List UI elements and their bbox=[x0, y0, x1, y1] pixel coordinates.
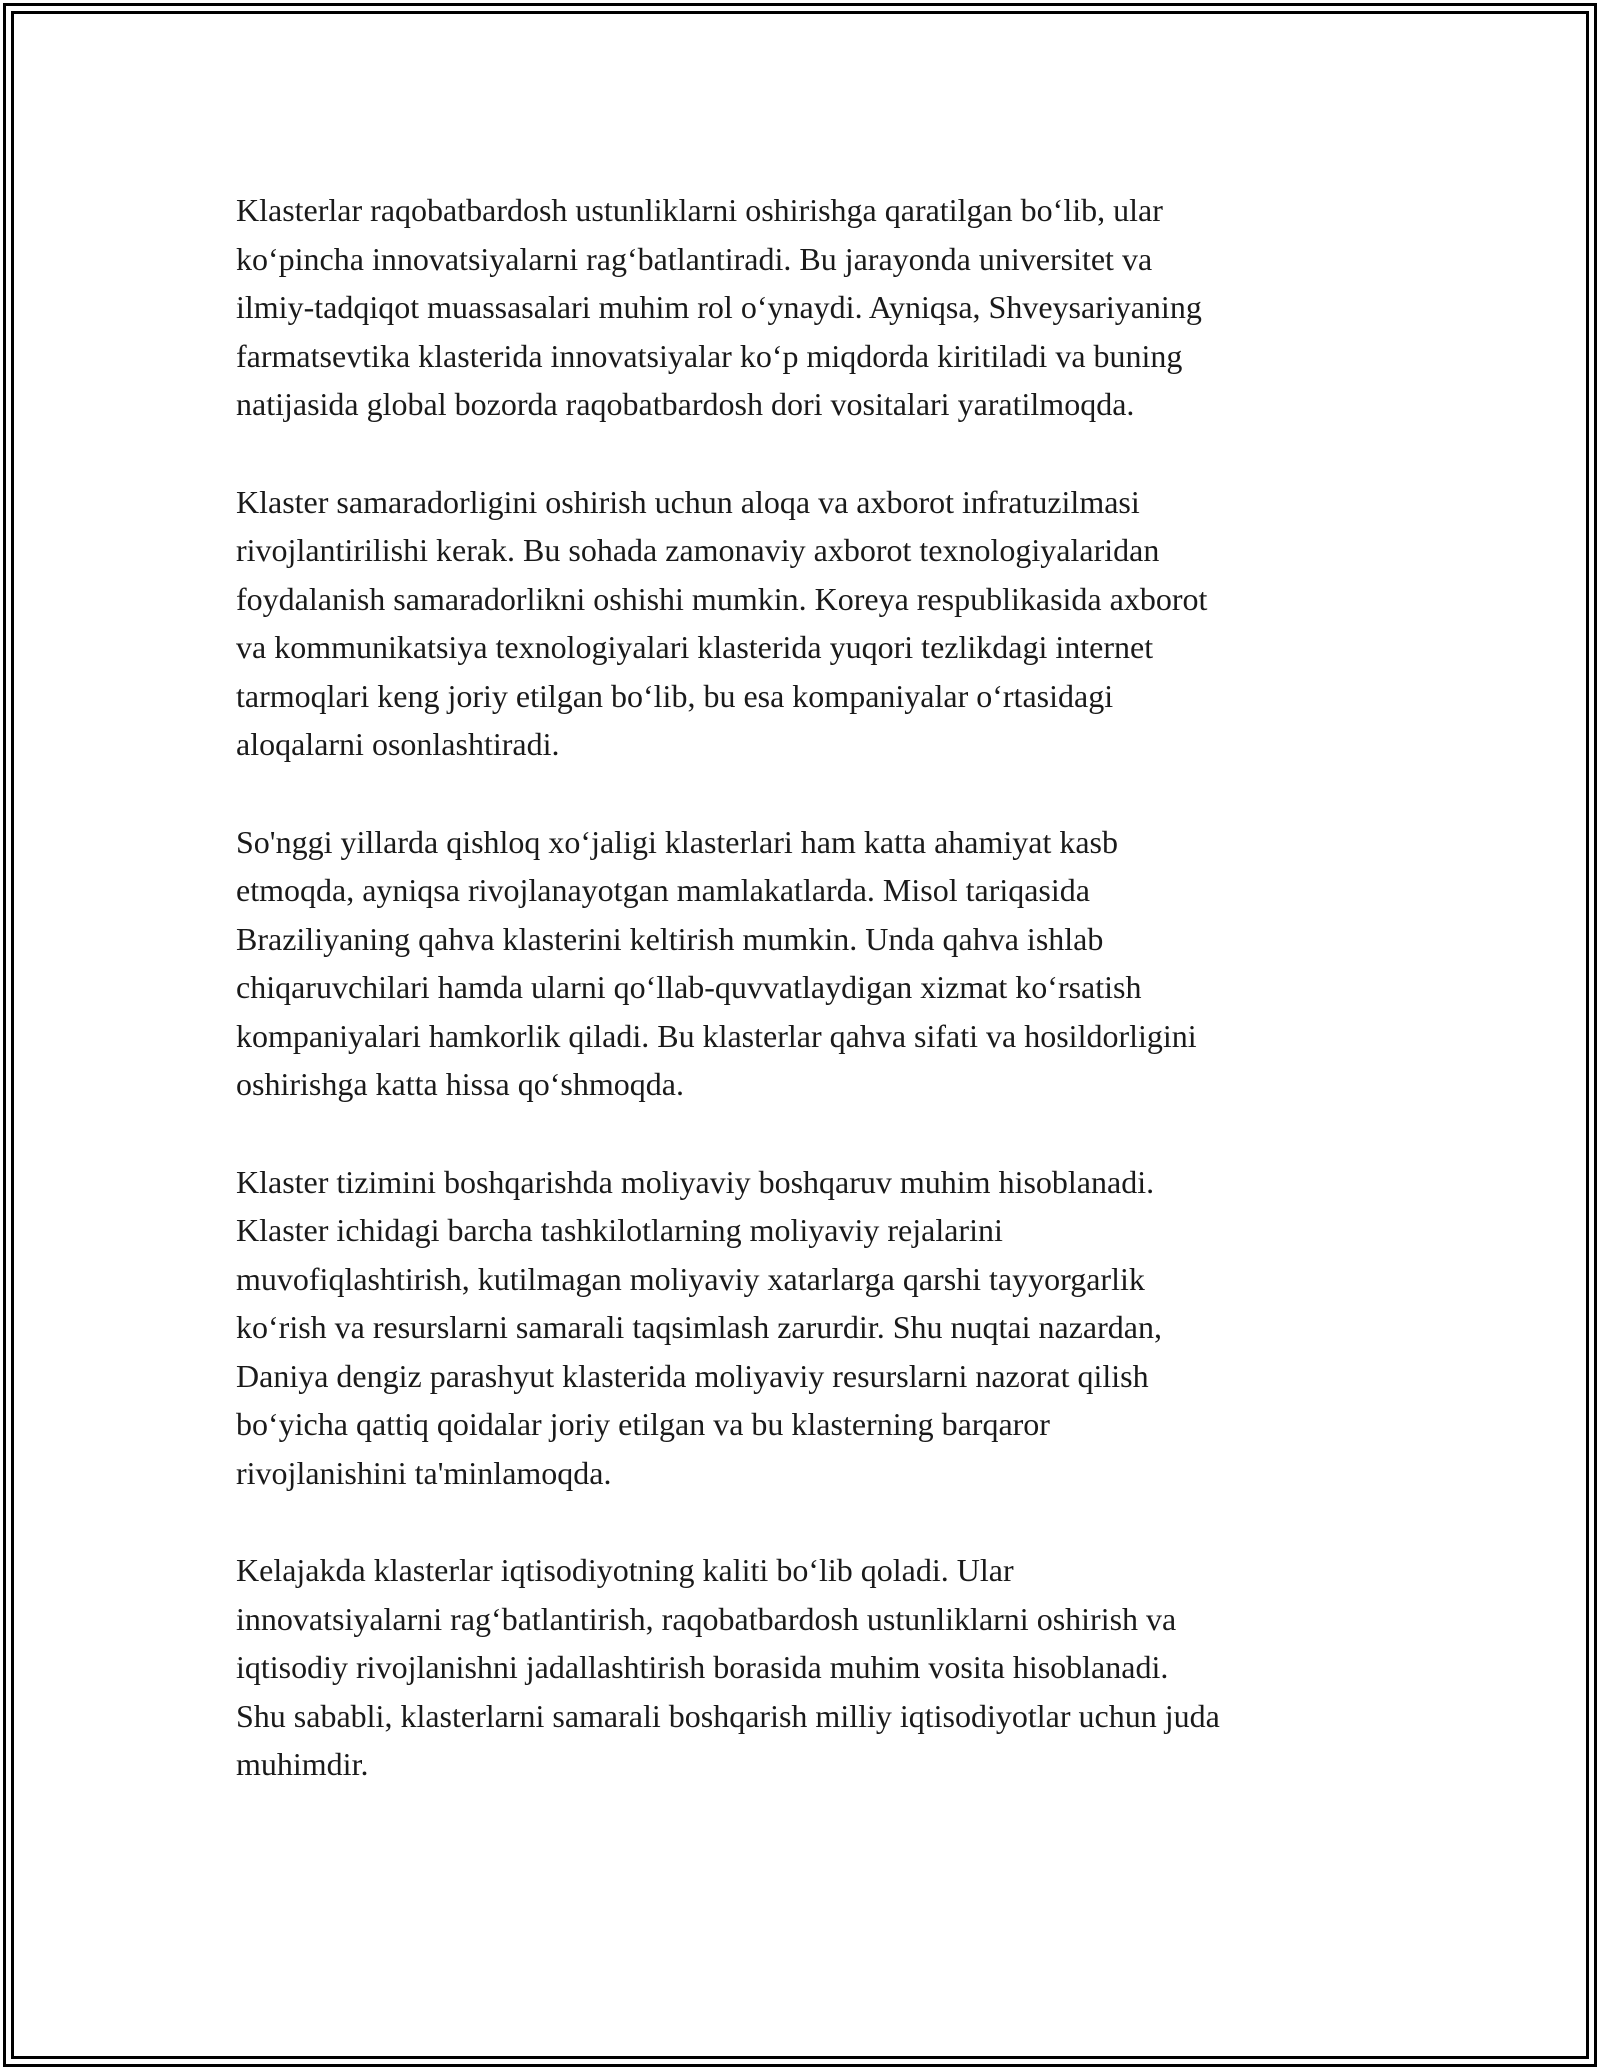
text-line: innovatsiyalarni rag‘batlantirish, raqobatbardosh ustunliklarni oshirish va bbox=[236, 1600, 1177, 1637]
text-line: tarmoqlari keng joriy etilgan bo‘lib, bu esa kompaniyalar o‘rtasidagi bbox=[236, 677, 1114, 714]
paragraph-5 bbox=[236, 1546, 1386, 1789]
text-line: Klasterlar raqobatbardosh ustunliklarni oshirishga qaratilgan bo‘lib, ular bbox=[236, 192, 1163, 228]
text-line: aloqalarni osonlashtiradi. bbox=[236, 726, 560, 762]
text-line: bo‘yicha qattiq qoidalar joriy etilgan va bu klasterning barqaror bbox=[236, 1406, 1050, 1442]
text-line: ilmiy-tadqiqot muassasalari muhim rol o‘ynaydi. Ayniqsa, Shveysariyaning bbox=[236, 289, 1202, 325]
text-line: Klaster samaradorligini oshirish uchun aloqa va axborot infratuzilmasi bbox=[236, 483, 1140, 520]
text-line: farmatsevtika klasterida innovatsiyalar ko‘p miqdorda kiritiladi va buning bbox=[236, 337, 1183, 374]
text-line: oshirishga katta hissa qo‘shmoqda. bbox=[236, 1066, 684, 1102]
text-line: muvofiqlashtirish, kutilmagan moliyaviy xatarlarga qarshi tayyorgarlik bbox=[236, 1260, 1145, 1297]
text-line: ko‘pincha innovatsiyalarni rag‘batlantiradi. Bu jarayonda universitet va bbox=[236, 240, 1153, 277]
document-body bbox=[236, 186, 1386, 1838]
text-line: etmoqda, ayniqsa rivojlanayotgan mamlakatlarda. Misol tariqasida bbox=[236, 872, 1090, 908]
paragraph-2 bbox=[236, 478, 1386, 769]
text-line: ko‘rish va resurslarni samarali taqsimlash zarurdir. Shu nuqtai nazardan, bbox=[236, 1309, 1162, 1345]
paragraph-1 bbox=[236, 186, 1386, 429]
paragraph-4 bbox=[236, 1158, 1386, 1498]
text-line: foydalanish samaradorlikni oshishi mumkin. Koreya respublikasida axborot bbox=[236, 580, 1208, 617]
text-line: va kommunikatsiya texnologiyalari klasterida yuqori tezlikdagi internet bbox=[236, 629, 1154, 665]
text-line: Braziliyaning qahva klasterini keltirish mumkin. Unda qahva ishlab bbox=[236, 920, 1104, 957]
paragraph-3 bbox=[236, 818, 1386, 1109]
text-line: Klaster tizimini boshqarishda moliyaviy boshqaruv muhim hisoblanadi. bbox=[236, 1163, 1155, 1200]
text-line: muhimdir. bbox=[236, 1746, 369, 1782]
text-line: rivojlanishini ta'minlamoqda. bbox=[236, 1454, 612, 1491]
text-line: So'nggi yillarda qishloq xo‘jaligi klasterlari ham katta ahamiyat kasb bbox=[236, 823, 1118, 860]
text-line: iqtisodiy rivojlanishni jadallashtirish borasida muhim vosita hisoblanadi. bbox=[236, 1649, 1169, 1685]
text-line: kompaniyalari hamkorlik qiladi. Bu klasterlar qahva sifati va hosildorligini bbox=[236, 1017, 1197, 1054]
text-line: rivojlantirilishi kerak. Bu sohada zamonaviy axborot texnologiyalaridan bbox=[236, 532, 1160, 568]
text-line: chiqaruvchilari hamda ularni qo‘llab-quvvatlaydigan xizmat ko‘rsatish bbox=[236, 969, 1142, 1005]
text-line: Daniya dengiz parashyut klasterida moliyaviy resurslarni nazorat qilish bbox=[236, 1357, 1149, 1394]
text-line: natijasida global bozorda raqobatbardosh dori vositalari yaratilmoqda. bbox=[236, 386, 1135, 422]
text-line: Shu sababli, klasterlarni samarali boshqarish milliy iqtisodiyotlar uchun juda bbox=[236, 1697, 1220, 1734]
text-line: Klaster ichidagi barcha tashkilotlarning moliyaviy rejalarini bbox=[236, 1212, 1003, 1248]
text-line: Kelajakda klasterlar iqtisodiyotning kaliti bo‘lib qoladi. Ular bbox=[236, 1552, 1014, 1588]
